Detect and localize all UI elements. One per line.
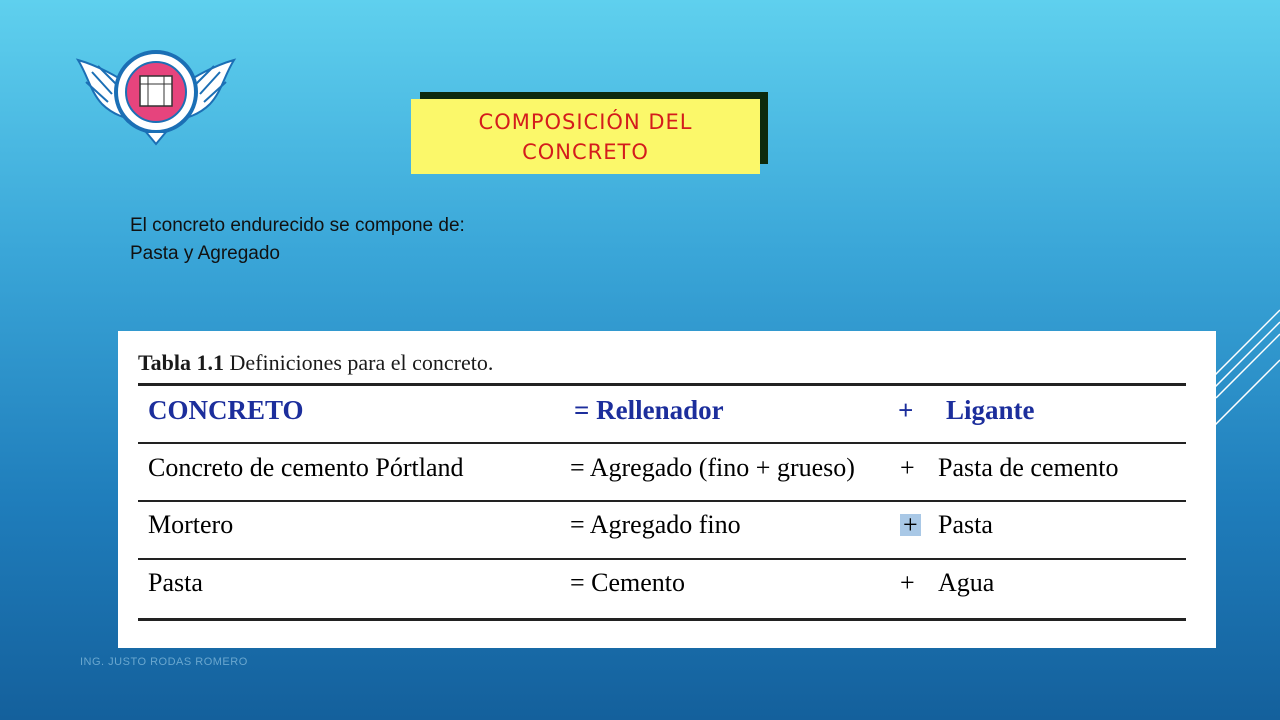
- table-cell: Concreto de cemento Pórtland: [148, 453, 464, 482]
- table-row: [118, 395, 1216, 445]
- table-rule: [138, 558, 1186, 560]
- table-rule: [138, 383, 1186, 386]
- table-row: [118, 568, 1216, 618]
- table-row: [118, 510, 1216, 560]
- table-caption: [138, 350, 493, 376]
- table-rule: [138, 442, 1186, 444]
- university-crest-icon: [72, 36, 240, 148]
- table-caption-number: Tabla 1.1: [138, 350, 225, 375]
- table-cell: +: [900, 453, 915, 482]
- table-cell: [900, 510, 921, 540]
- table-cell: +: [900, 568, 915, 597]
- table-cell: = Agregado fino: [570, 510, 741, 539]
- table-cell: +: [898, 395, 914, 425]
- slide-footer: ING. JUSTO RODAS ROMERO: [80, 656, 248, 668]
- table-cell: = Cemento: [570, 568, 686, 597]
- slide-title-line2: CONCRETO: [522, 139, 649, 164]
- table-rule: [138, 618, 1186, 621]
- table-cell: Mortero: [148, 510, 234, 539]
- slide-title-line1: COMPOSICIÓN DEL: [478, 109, 693, 134]
- table-cell: CONCRETO: [148, 395, 304, 425]
- table-caption-text: Definiciones para el concreto.: [224, 350, 494, 375]
- body-line-2: Pasta y Agregado: [130, 243, 280, 264]
- table-cell: Pasta: [148, 568, 203, 597]
- table-cell: Ligante: [946, 395, 1035, 425]
- table-cell: Agua: [938, 568, 995, 597]
- plus-highlight: +: [900, 514, 921, 536]
- body-line-1: El concreto endurecido se compone de:: [130, 215, 465, 236]
- table-row: [118, 453, 1216, 503]
- table-cell: = Agregado (fino + grueso): [570, 453, 855, 482]
- definitions-table: [118, 331, 1216, 648]
- slide-title: [411, 99, 760, 174]
- table-cell: Pasta de cemento: [938, 453, 1119, 482]
- table-rule: [138, 500, 1186, 502]
- table-cell: = Rellenador: [574, 395, 724, 425]
- body-text: [130, 212, 465, 268]
- decorative-lines: [1190, 300, 1280, 440]
- table-cell: Pasta: [938, 510, 993, 539]
